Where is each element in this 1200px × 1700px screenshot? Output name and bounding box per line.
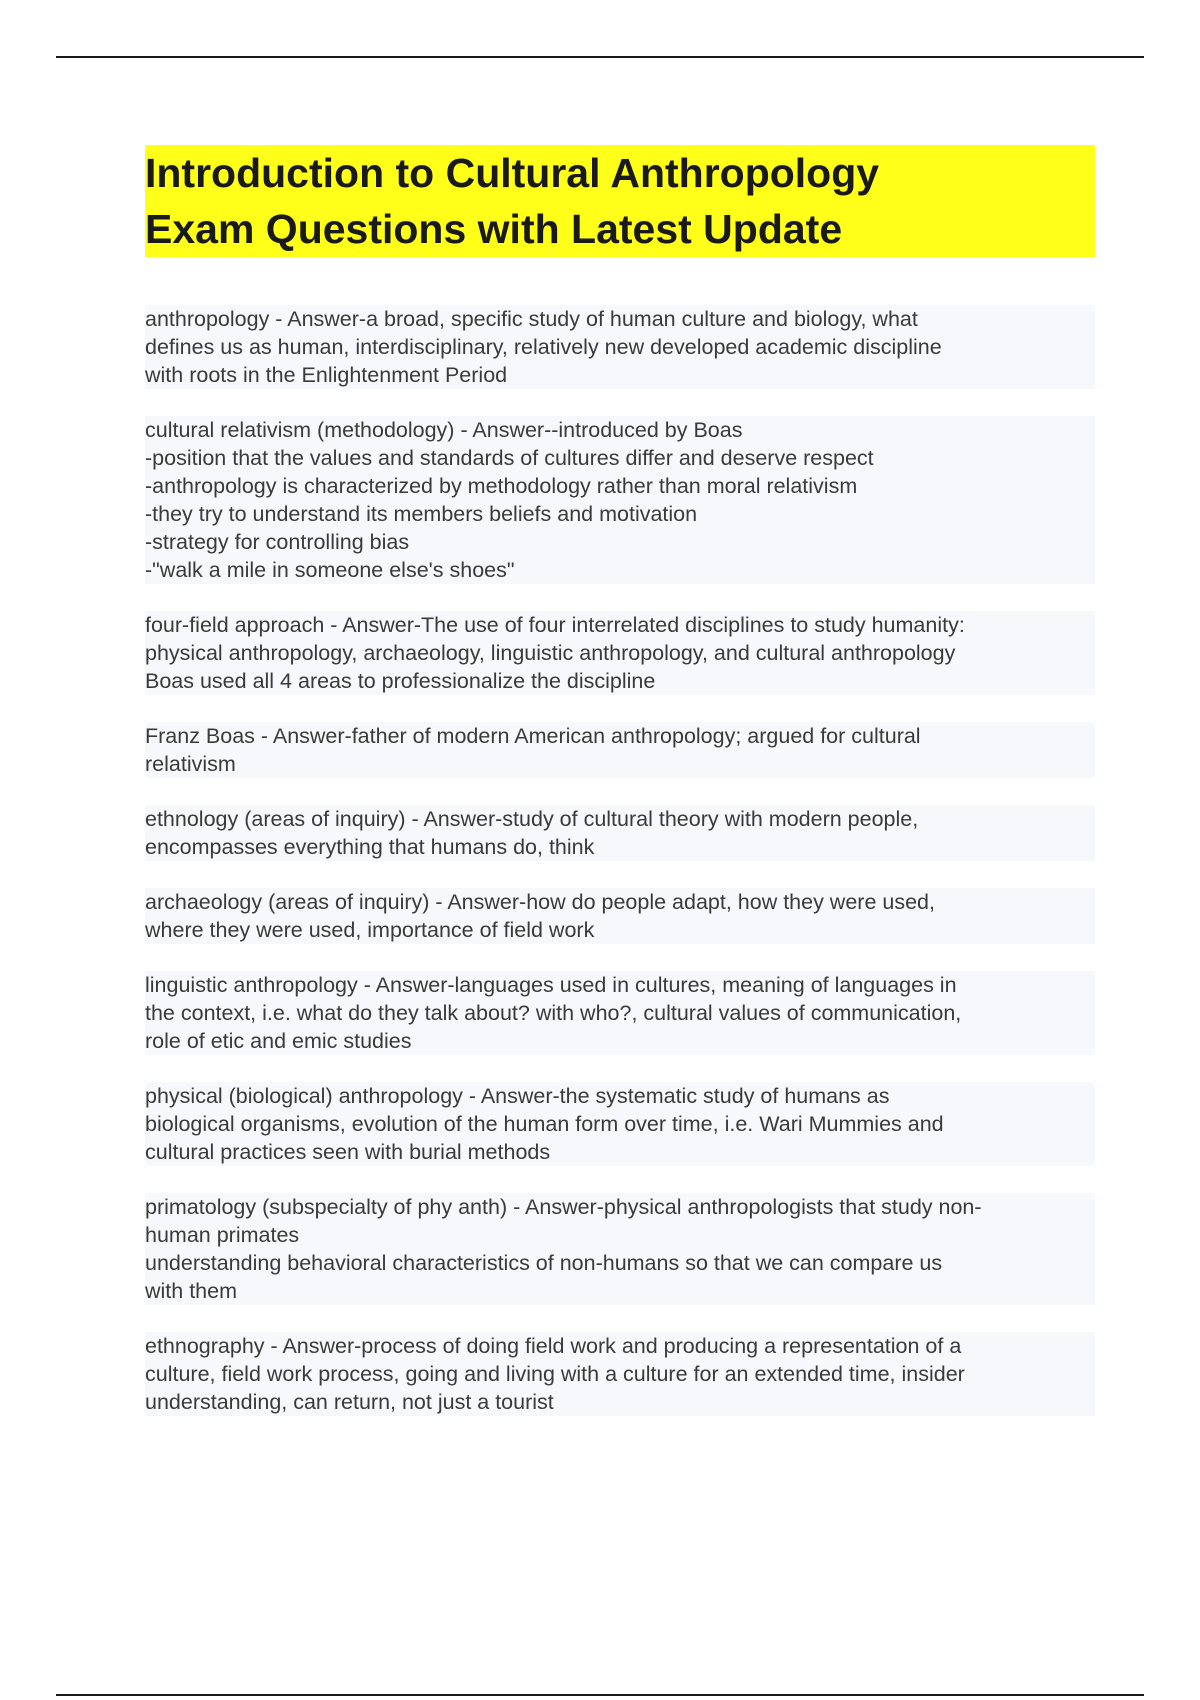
qa-entry-franz-boas: Franz Boas - Answer-father of modern American anthropology; argued for cultural relativism xyxy=(145,722,1095,778)
document-body xyxy=(145,145,1095,1443)
title-line-1: Introduction to Cultural Anthropology xyxy=(145,145,1095,201)
qa-entry-primatology: primatology (subspecialty of phy anth) - Answer-physical anthropologists that study non- human primates understanding behavioral characteristics of non-humans so that we can compare us with them xyxy=(145,1193,1095,1305)
header-rule xyxy=(56,56,1144,58)
qa-entry-physical-anthropology: physical (biological) anthropology - Answer-the systematic study of humans as biological organisms, evolution of the human form over time, i.e. Wari Mummies and cultural practices seen with burial methods xyxy=(145,1082,1095,1166)
footer-rule xyxy=(56,1694,1144,1696)
qa-entry-linguistic-anthropology: linguistic anthropology - Answer-languages used in cultures, meaning of languages in the context, i.e. what do they talk about? with who?, cultural values of communication, role of etic and emic studies xyxy=(145,971,1095,1055)
qa-entry-ethnography: ethnography - Answer-process of doing field work and producing a representation of a culture, field work process, going and living with a culture for an extended time, insider understanding, can return, not just a tourist xyxy=(145,1332,1095,1416)
document-title xyxy=(145,145,1095,257)
qa-entry-four-field-approach: four-field approach - Answer-The use of four interrelated disciplines to study humanity: physical anthropology, archaeology, linguistic anthropology, and cultural anthropology Boas used all 4 areas to professionalize the discipline xyxy=(145,611,1095,695)
title-line-2: Exam Questions with Latest Update xyxy=(145,201,1095,257)
qa-entry-cultural-relativism: cultural relativism (methodology) - Answer--introduced by Boas -position that the values and standards of cultures differ and deserve respect -anthropology is characterized by methodology rather than moral relativism -they try to understand its members beliefs and motivation -strategy for controlling bias -"walk a mile in someone else's shoes" xyxy=(145,416,1095,584)
qa-entry-ethnology: ethnology (areas of inquiry) - Answer-study of cultural theory with modern people, encompasses everything that humans do, think xyxy=(145,805,1095,861)
qa-list xyxy=(145,305,1095,1416)
qa-entry-archaeology: archaeology (areas of inquiry) - Answer-how do people adapt, how they were used, where they were used, importance of field work xyxy=(145,888,1095,944)
qa-entry-anthropology: anthropology - Answer-a broad, specific study of human culture and biology, what defines us as human, interdisciplinary, relatively new developed academic discipline with roots in the Enlightenment Period xyxy=(145,305,1095,389)
